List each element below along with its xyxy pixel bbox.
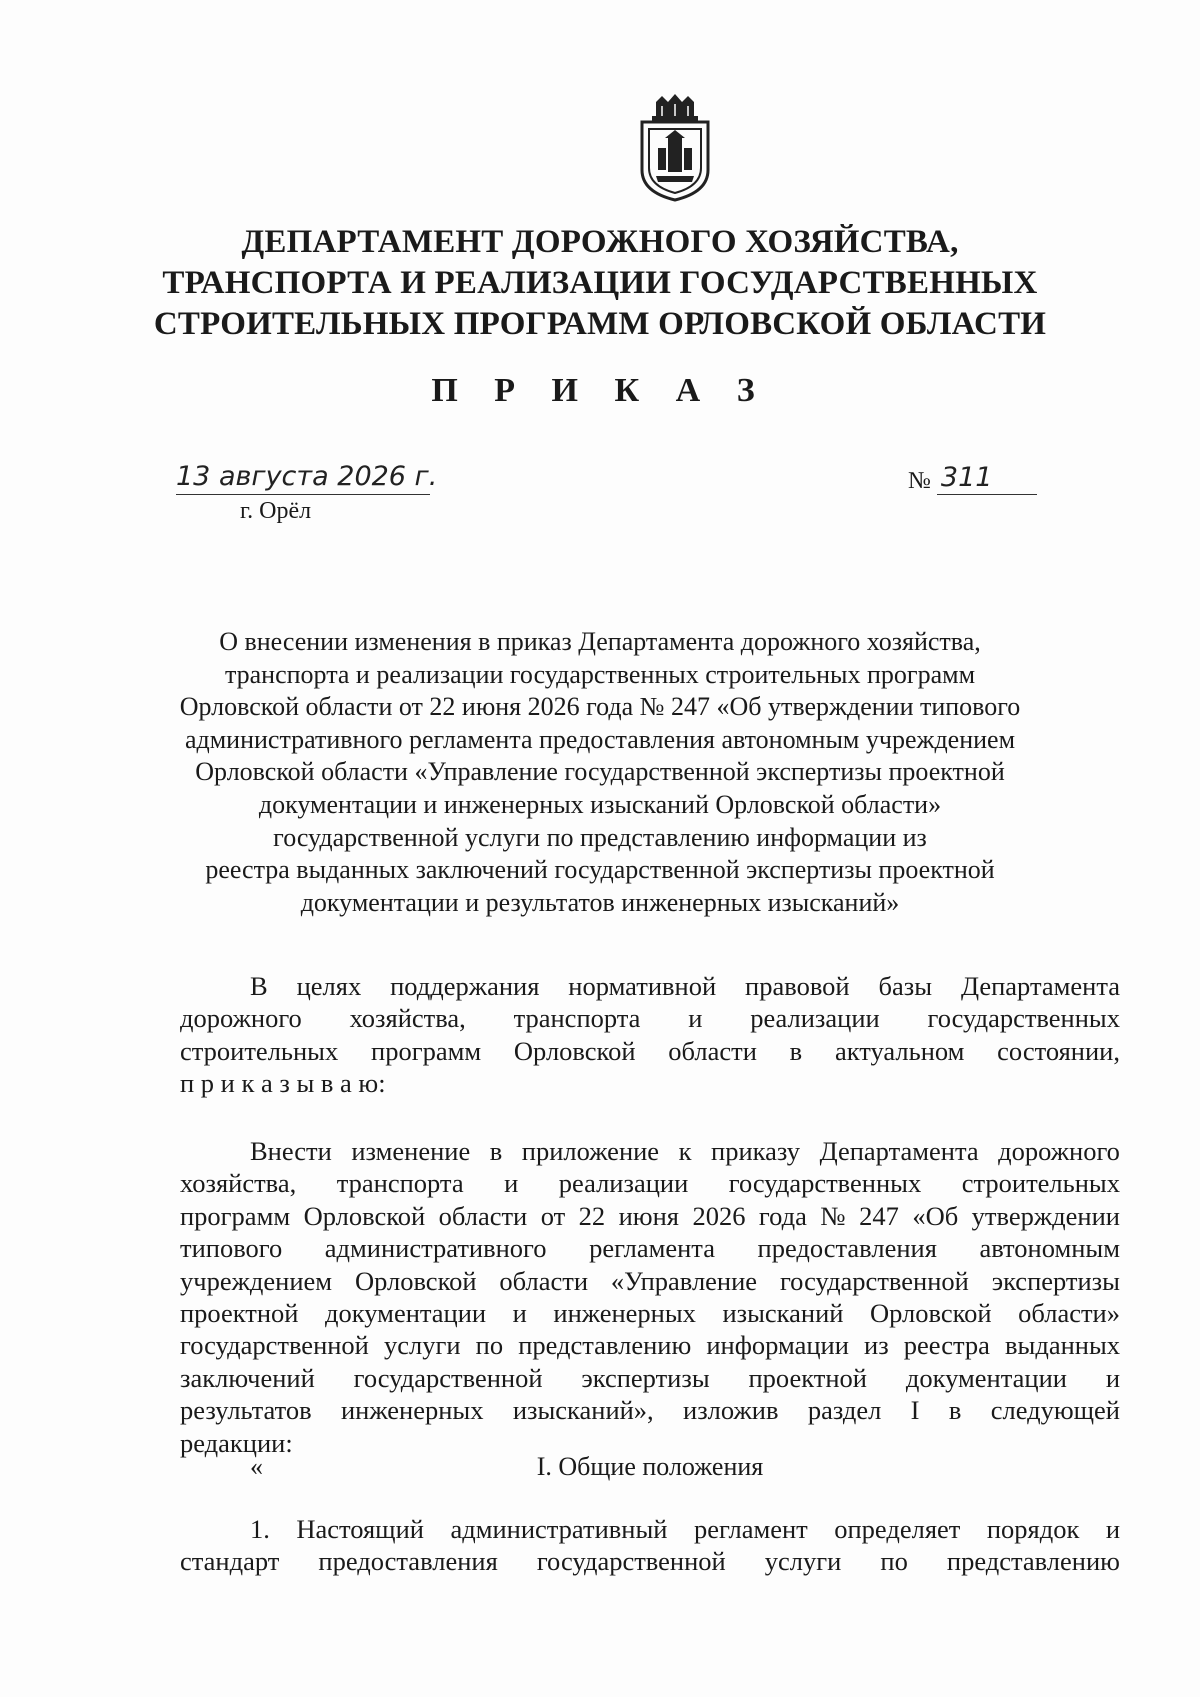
order-number (908, 462, 1037, 496)
word: дорожного (180, 1003, 302, 1034)
justified-line (180, 1545, 1120, 1577)
word: от (540, 1200, 566, 1231)
word: № (820, 1200, 846, 1231)
word: и (504, 1168, 519, 1199)
word: Орловской (354, 1265, 477, 1296)
word: дорожного (998, 1136, 1120, 1166)
word: представлению (518, 1330, 692, 1361)
justified-line (180, 1513, 1120, 1545)
word: строительных (961, 1168, 1120, 1199)
word: реестра (903, 1330, 990, 1361)
word: состоянии, (997, 1035, 1120, 1066)
section-heading: I. Общие положения (536, 1452, 764, 1481)
word: В (250, 971, 268, 1001)
word: по (475, 1330, 504, 1361)
justified-line (180, 1135, 1120, 1167)
word: нормативной (568, 971, 717, 1001)
justified-line (180, 1394, 1120, 1426)
subject-line: Орловской области от 22 июня 2026 года № 247 «Об утверждении типового (179, 692, 1021, 722)
subject-line: Орловской области «Управление государственной экспертизы проектной (195, 757, 1005, 787)
word: транспорта (336, 1168, 464, 1199)
word: строительных (180, 1035, 339, 1066)
word: поддержания (390, 971, 540, 1001)
word: июня (618, 1200, 679, 1231)
justified-line (180, 970, 1120, 1002)
word: реализации (750, 1003, 880, 1034)
word: заключений (180, 1362, 315, 1393)
subject-line: транспорта и реализации государственных строительных программ (224, 659, 976, 689)
word: актуальном (834, 1035, 965, 1066)
justified-line (180, 1167, 1120, 1199)
word: из (864, 1330, 889, 1361)
subject-line: О внесении изменения в приказ Департамента дорожного хозяйства, (219, 627, 981, 656)
order-subject (150, 626, 1050, 919)
number-label: № (908, 468, 931, 494)
justified-line (180, 1200, 1120, 1232)
justified-line (180, 1265, 1120, 1297)
city: г. Орёл (240, 498, 312, 524)
word: 1. (250, 1514, 270, 1544)
word: раздел (807, 1395, 882, 1426)
word: приложение (521, 1136, 660, 1166)
word: проектной (748, 1362, 867, 1393)
word: результатов (180, 1395, 312, 1426)
word: административного (324, 1233, 547, 1264)
word: информации (706, 1330, 849, 1361)
word: административный (450, 1514, 668, 1544)
word: выданных (1005, 1330, 1120, 1361)
word: в (489, 1136, 503, 1166)
word: и (688, 1003, 703, 1034)
subject-line: административного регламента предоставления автономным учреждением (184, 724, 1016, 754)
word: изысканий (722, 1297, 844, 1328)
word: инженерных (553, 1297, 696, 1328)
document-type: П Р И К А З (431, 372, 769, 409)
preamble-paragraph (180, 970, 1120, 1100)
word: и (1105, 1514, 1120, 1544)
justified-line (180, 1297, 1120, 1329)
subject-line: государственной услуги по представлению информации из (273, 822, 927, 852)
word: Настоящий (296, 1514, 424, 1544)
word: экспертизы (581, 1362, 710, 1393)
word: документации (905, 1362, 1067, 1393)
word: в (789, 1035, 803, 1066)
word: Департамента (960, 971, 1120, 1001)
justified-line (180, 1329, 1120, 1361)
word: государственной (536, 1546, 726, 1577)
word: учреждением (180, 1265, 333, 1296)
word: по (880, 1546, 908, 1577)
word: инженерных (340, 1395, 484, 1426)
word: услуги (764, 1546, 842, 1577)
word: государственной (180, 1330, 369, 1361)
word: проектной (180, 1297, 299, 1328)
word: хозяйства, (349, 1003, 466, 1034)
word: приказу (711, 1136, 801, 1166)
word: Орловской (513, 1035, 636, 1066)
coat-of-arms-icon (632, 92, 718, 204)
justified-line (180, 1035, 1120, 1067)
department-line: ТРАНСПОРТА И РЕАЛИЗАЦИИ ГОСУДАРСТВЕННЫХ (162, 265, 1038, 301)
word: порядок (986, 1514, 1080, 1544)
word: программ (371, 1035, 482, 1066)
section-heading-row (180, 1452, 1120, 1486)
word: 247 (859, 1200, 899, 1231)
word: целях (296, 971, 362, 1001)
word: Департамента (819, 1136, 979, 1166)
word: следующей (990, 1395, 1120, 1426)
word: и (512, 1297, 527, 1328)
text-line: редакции: (180, 1427, 293, 1458)
word: Орловской (870, 1297, 992, 1328)
word: базы (878, 971, 933, 1001)
word: государственной (779, 1265, 969, 1296)
word: регламента (589, 1233, 715, 1264)
word: экспертизы (991, 1265, 1120, 1296)
order-paragraph (180, 1135, 1120, 1459)
word: реализации (558, 1168, 689, 1199)
word: области (668, 1035, 757, 1066)
handwritten-number: 311 (937, 462, 1037, 495)
word: области (499, 1265, 589, 1296)
department-name (150, 222, 1050, 345)
word: государственных (927, 1003, 1120, 1034)
word: типового (180, 1233, 283, 1264)
justified-line (180, 1232, 1120, 1264)
word: Орловской (303, 1200, 426, 1231)
word: к (678, 1136, 692, 1166)
word: автономным (979, 1233, 1120, 1264)
justified-line (180, 1362, 1120, 1394)
word: области» (1018, 1297, 1120, 1328)
word: хозяйства, (180, 1168, 297, 1199)
word: I (910, 1395, 920, 1426)
word: программ (180, 1200, 291, 1231)
word: утверждении (971, 1200, 1120, 1231)
justified-line (180, 1002, 1120, 1034)
word: 2026 (692, 1200, 746, 1231)
word: представлению (946, 1546, 1120, 1577)
department-line: ДЕПАРТАМЕНТ ДОРОЖНОГО ХОЗЯЙСТВА, (241, 224, 959, 260)
word: услуги (383, 1330, 461, 1361)
word: года (758, 1200, 807, 1231)
handwritten-date: 13 августа 2026 г. (176, 460, 430, 495)
word: «Управление (610, 1265, 758, 1296)
word: документации (325, 1297, 487, 1328)
word: регламент (693, 1514, 808, 1544)
word: 22 (578, 1200, 606, 1231)
word: определяет (834, 1514, 961, 1544)
department-line: СТРОИТЕЛЬНЫХ ПРОГРАММ ОРЛОВСКОЙ ОБЛАСТИ (153, 306, 1047, 342)
word: предоставления (757, 1233, 937, 1264)
subject-line: документации и результатов инженерных изысканий» (300, 887, 900, 917)
word: государственной (353, 1362, 543, 1393)
word: изложив (683, 1395, 779, 1426)
opening-quote: « (250, 1452, 263, 1481)
word: «Об (912, 1200, 959, 1231)
text-line: п р и к а з ы в а ю: (180, 1068, 386, 1099)
item-1-paragraph (180, 1513, 1120, 1578)
word: и (1105, 1362, 1120, 1393)
word: правовой (745, 971, 850, 1001)
word: в (948, 1395, 962, 1426)
subject-line: реестра выданных заключений государственной экспертизы проектной (205, 855, 995, 885)
word: стандарт (180, 1546, 280, 1577)
word: области (438, 1200, 528, 1231)
word: Внести (250, 1136, 332, 1166)
word: транспорта (513, 1003, 641, 1034)
word: предоставления (318, 1546, 498, 1577)
word: изменение (351, 1136, 471, 1166)
word: государственных (728, 1168, 922, 1199)
subject-line: документации и инженерных изысканий Орловской области» (258, 789, 942, 819)
word: изысканий», (512, 1395, 654, 1426)
